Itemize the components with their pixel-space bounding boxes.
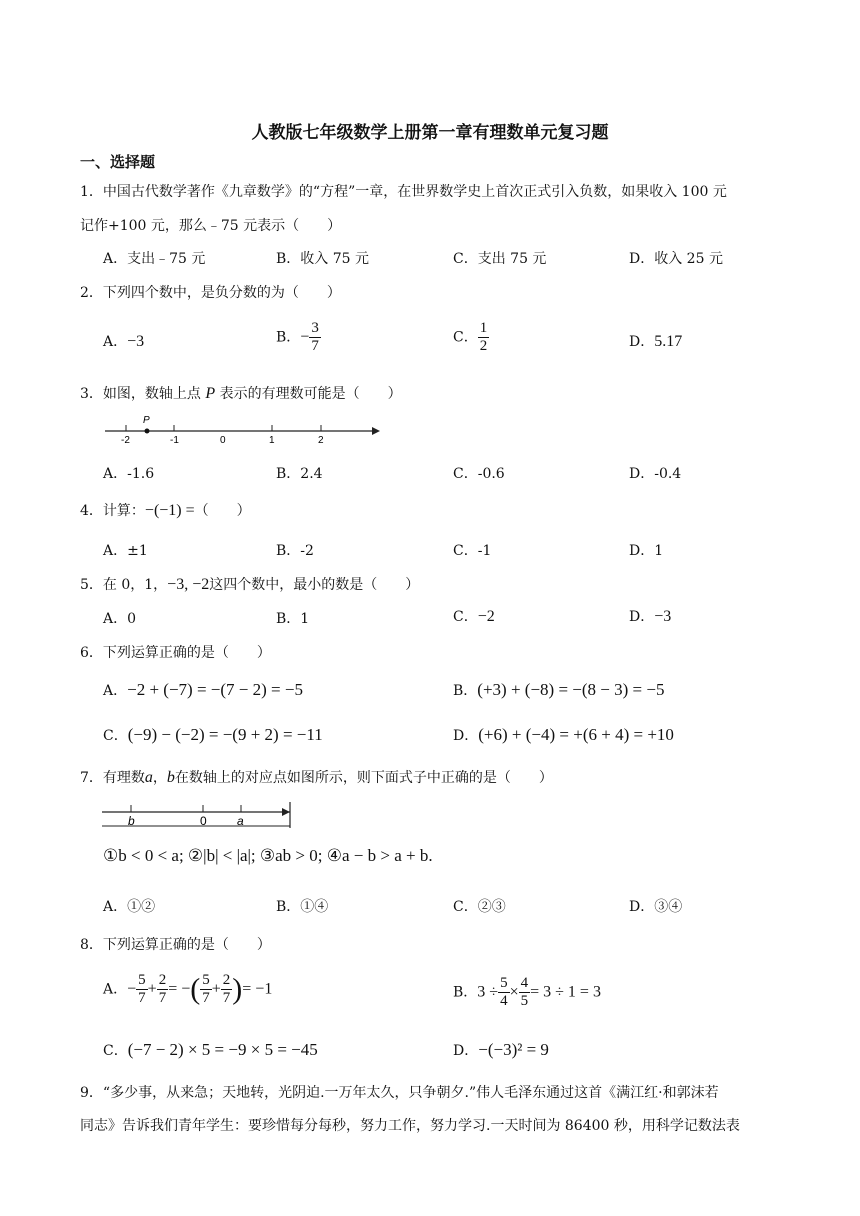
- option-value: −3: [654, 608, 672, 625]
- denominator: 4: [500, 993, 508, 1009]
- question-7-option-d[interactable]: D．③④: [629, 899, 683, 915]
- stem-text: 这四个数中，最小的数是（ ）: [209, 577, 420, 593]
- numerator: 5: [500, 975, 508, 991]
- axis-label: -1: [170, 435, 179, 446]
- question-8-option-d[interactable]: [453, 1040, 549, 1060]
- result: = −1: [242, 980, 273, 998]
- question-6-option-b[interactable]: [453, 680, 664, 700]
- fraction: [309, 320, 321, 355]
- denominator: 5: [520, 993, 529, 1009]
- question-2-option-a[interactable]: [103, 331, 144, 351]
- question-5-stem: [80, 574, 419, 594]
- question-2-stem: 2．下列四个数中，是负分数的为（ ）: [80, 285, 341, 301]
- question-2-option-d[interactable]: [629, 331, 682, 351]
- option-label: B．: [453, 683, 478, 699]
- stem-text: 表示的有理数可能是（ ）: [215, 386, 402, 402]
- fraction: [498, 975, 510, 1010]
- question-1-option-c[interactable]: C．支出 75 元: [453, 251, 547, 267]
- denominator: 7: [158, 990, 167, 1006]
- point-p-label: P: [143, 415, 150, 426]
- question-6-option-d[interactable]: [453, 725, 674, 745]
- question-5-option-c[interactable]: [453, 606, 495, 626]
- question-6-option-a[interactable]: [103, 680, 303, 700]
- fraction: [200, 972, 212, 1007]
- page-title: 人教版七年级数学上册第一章有理数单元复习题: [251, 123, 609, 143]
- question-4-option-a[interactable]: A．±1: [103, 543, 148, 559]
- axis-label-a: a: [237, 814, 244, 828]
- number-line-figure: [100, 412, 380, 448]
- axis-arrow: [282, 808, 290, 816]
- option-label: C．: [453, 329, 478, 346]
- question-4-option-c[interactable]: C．-1: [453, 543, 492, 559]
- option-value: (+6) + (−4) = +(6 + 4) = +10: [478, 725, 674, 744]
- option-label: A．: [103, 334, 128, 350]
- numerator: 2: [222, 972, 231, 988]
- operator: ×: [509, 983, 519, 1001]
- fraction: [136, 972, 148, 1007]
- stem-text: ，: [152, 770, 167, 786]
- expression: −3, −2: [167, 576, 210, 593]
- question-9-line-2: 同志》告诉我们青年学生：要珍惜每分每秒，努力工作，努力学习.一天时间为 86400 秒，用科学记数法表: [80, 1118, 740, 1134]
- question-1-option-d[interactable]: D．收入 25 元: [629, 251, 723, 267]
- question-1-option-a[interactable]: A．支出﹣75 元: [103, 251, 206, 267]
- question-8-option-c[interactable]: [103, 1040, 318, 1060]
- variable-b: b: [166, 769, 175, 786]
- stem-text: 4．计算：: [80, 503, 145, 519]
- operator: +: [211, 980, 221, 998]
- fraction: [519, 975, 531, 1010]
- option-value: (−9) − (−2) = −(9 + 2) = −11: [127, 725, 323, 744]
- expression: −(−1) =: [144, 502, 195, 519]
- option-label: B．: [453, 984, 478, 1001]
- question-4-option-b[interactable]: B．-2: [276, 543, 314, 559]
- minus-sign: −: [127, 980, 137, 998]
- option-value: −3: [127, 333, 145, 350]
- question-5-option-a[interactable]: A．0: [103, 611, 137, 627]
- option-value: −(−3)² = 9: [478, 1040, 549, 1059]
- axis-label: 2: [318, 435, 324, 446]
- right-paren: ): [232, 972, 243, 1006]
- numerator: 5: [138, 972, 146, 988]
- option-value: 5.17: [654, 333, 683, 350]
- stem-text: 3．如图，数轴上点: [80, 386, 206, 402]
- question-6-option-c[interactable]: [103, 725, 323, 745]
- question-7-stem: [80, 767, 553, 787]
- denominator: 7: [222, 990, 231, 1006]
- question-9-line-1: 9．“多少事，从来急；天地转，光阴迫.一万年太久，只争朝夕.”伟人毛泽东通过这首《满江红·和郭沫若: [80, 1085, 719, 1101]
- option-label: A．: [103, 683, 128, 699]
- operator: = −: [168, 980, 191, 998]
- stem-text: 5．在 0，1，: [80, 577, 168, 593]
- question-3-option-c[interactable]: C．-0.6: [453, 466, 505, 482]
- question-7-option-b[interactable]: B．①④: [276, 899, 329, 915]
- numerator: 5: [202, 972, 210, 988]
- option-label: D．: [629, 334, 655, 350]
- option-label: A．: [103, 981, 128, 998]
- question-3-option-b[interactable]: B．2.4: [276, 466, 323, 482]
- question-8-stem: 8．下列运算正确的是（ ）: [80, 937, 271, 953]
- option-label: D．: [629, 609, 655, 625]
- variable-a: a: [144, 769, 153, 786]
- question-2-option-c[interactable]: [453, 320, 489, 355]
- section-heading: 一、选择题: [80, 153, 156, 171]
- question-1-option-b[interactable]: B．收入 75 元: [276, 251, 370, 267]
- result: = 3 ÷ 1 = 3: [530, 983, 601, 1001]
- option-value: (+3) + (−8) = −(8 − 3) = −5: [477, 680, 665, 699]
- fraction: [221, 972, 233, 1007]
- question-7-option-a[interactable]: A．①②: [103, 899, 156, 915]
- question-4-option-d[interactable]: D．1: [629, 543, 664, 559]
- stem-text: （ ）: [194, 503, 251, 519]
- axis-label-b: b: [128, 814, 135, 828]
- option-value: −2 + (−7) = −(7 − 2) = −5: [127, 680, 303, 699]
- option-value: −2: [477, 608, 495, 625]
- question-2-option-b[interactable]: [276, 320, 321, 355]
- axis-label: 0: [220, 435, 226, 446]
- axis-label: 1: [269, 435, 275, 446]
- numerator: 2: [158, 972, 167, 988]
- fraction: [478, 320, 490, 355]
- question-7-option-c[interactable]: C．②③: [453, 899, 506, 915]
- numerator: 1: [479, 320, 488, 336]
- question-5-option-d[interactable]: [629, 606, 671, 626]
- question-1-line-1: 1．中国古代数学著作《九章数学》的“方程”一章，在世界数学史上首次正式引入负数，如果收入 100 元: [80, 184, 727, 200]
- point-p: [145, 429, 150, 434]
- denominator: 2: [479, 338, 488, 354]
- number-line-ab-figure: [100, 800, 294, 830]
- denominator: 7: [138, 990, 146, 1006]
- question-7-statements: ①b < 0 < a; ②|b| < |a|; ③ab > 0; ④a − b > a + b.: [103, 846, 433, 865]
- stem-text: 在数轴上的对应点如图所示，则下面式子中正确的是（ ）: [174, 770, 553, 786]
- question-6-stem: 6．下列运算正确的是（ ）: [80, 645, 271, 661]
- numerator: 4: [520, 975, 529, 991]
- option-label: D．: [453, 1043, 479, 1059]
- question-4-stem: [80, 500, 251, 520]
- variable-p: P: [205, 385, 216, 402]
- option-label: C．: [103, 1043, 128, 1059]
- question-8-option-b[interactable]: [453, 975, 601, 1010]
- numerator: 3: [311, 320, 319, 336]
- denominator: 7: [311, 338, 319, 354]
- minus-sign: −: [300, 328, 310, 346]
- option-value: (−7 − 2) × 5 = −9 × 5 = −45: [127, 1040, 318, 1059]
- axis-label-0: 0: [200, 814, 207, 828]
- option-label: D．: [453, 728, 479, 744]
- denominator: 7: [202, 990, 210, 1006]
- question-5-option-b[interactable]: B．1: [276, 611, 310, 627]
- option-label: B．: [276, 329, 301, 346]
- option-label: C．: [103, 728, 128, 744]
- left-paren: (: [190, 972, 201, 1006]
- operator: +: [147, 980, 157, 998]
- option-label: C．: [453, 609, 478, 625]
- question-8-option-a[interactable]: [103, 972, 272, 1007]
- question-3-stem: [80, 383, 402, 403]
- axis-arrow: [372, 427, 380, 435]
- expression: 3 ÷: [477, 983, 499, 1001]
- stem-text: 7．有理数: [80, 770, 145, 786]
- question-1-line-2: 记作+100 元，那么﹣75 元表示（ ）: [80, 218, 342, 234]
- question-3-option-d[interactable]: D．-0.4: [629, 466, 682, 482]
- axis-label: -2: [121, 435, 130, 446]
- fraction: [157, 972, 169, 1007]
- question-3-option-a[interactable]: A．-1.6: [103, 466, 155, 482]
